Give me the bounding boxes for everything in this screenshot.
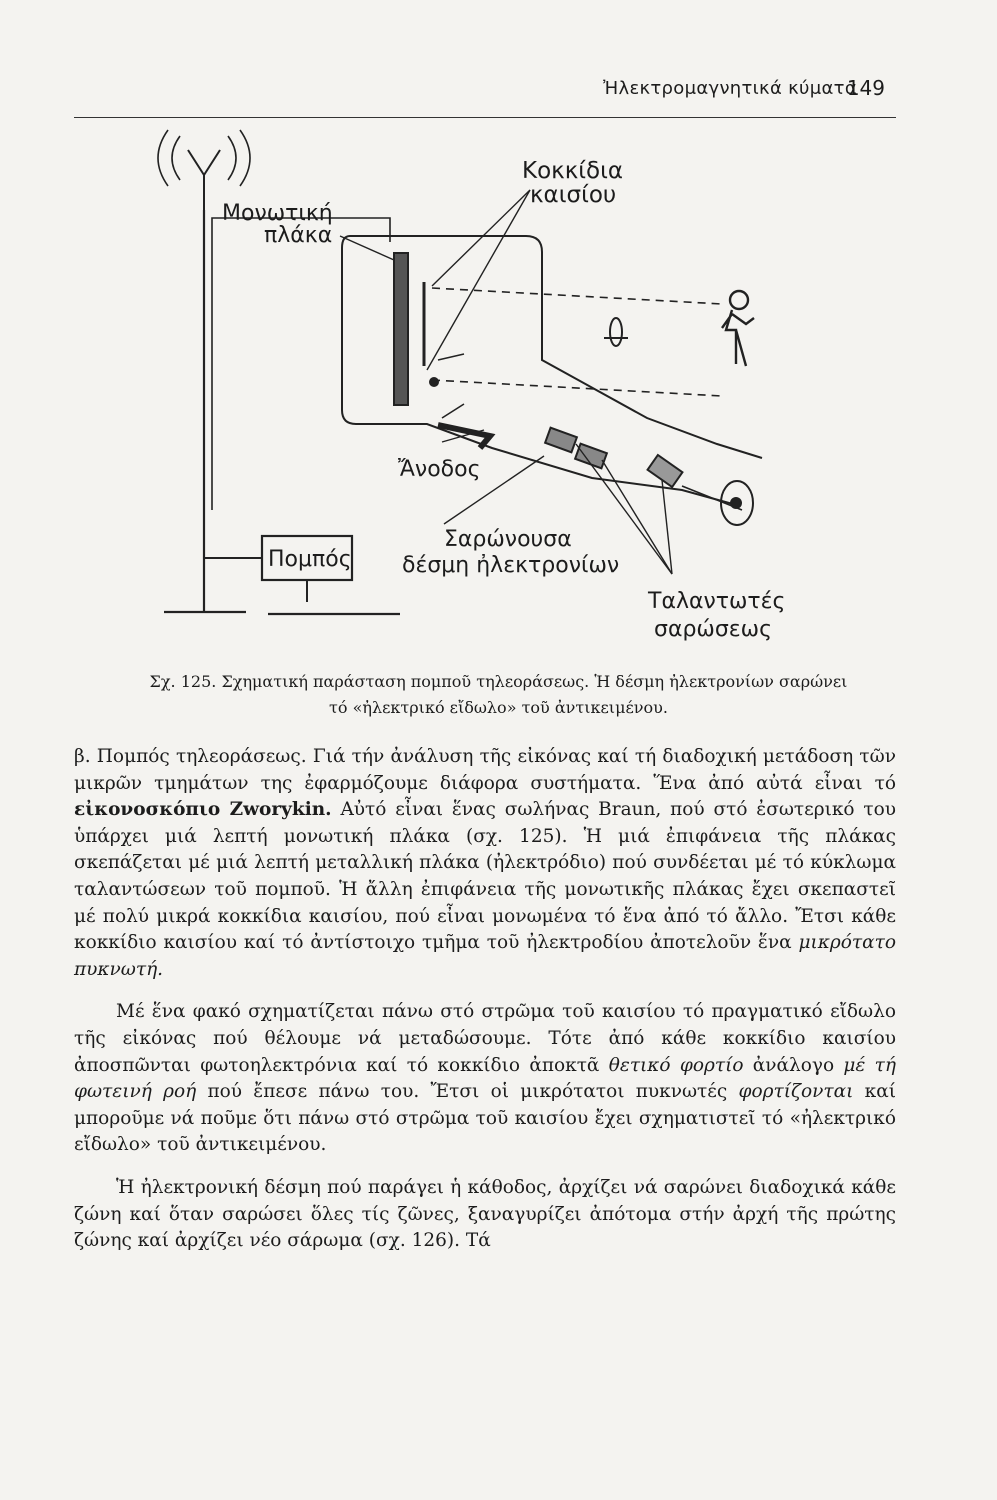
paragraph-gap [74,1159,896,1175]
antenna-waves-right [228,130,250,186]
label-beam-2: δέσμη ἠλεκτρονίων [402,553,620,578]
text-segment: θετικό φορτίο [608,1054,744,1076]
text-segment: φορτίζονται [738,1081,854,1103]
metal-plate [394,253,408,405]
running-title: Ἠλεκτρομαγνητικά κύματα [603,78,857,99]
deflector-3 [648,455,683,487]
antenna-waves-left [158,130,180,186]
label-oscillators-1: Ταλαντωτές [648,589,786,614]
text-segment: Ἡ ἠλεκτρονική δέσμη πού παράγει ἡ κάθοδος, ἀρχίζει νά σαρώνει διαδοχικά κάθε ζώνη καί ὅταν σαρώσει ὅλες τίς ζῶνες, ξαναγυρίζει ἀπότομα στήν ἀρχή τῆς πρώτης ζώνης καί ἀρχίζει νέο σάρωμα (σχ. 126). Τά [74,1176,896,1252]
text-segment: μέ τή φωτεινή ροή [74,1054,896,1103]
caption-line: Σχ. 125. Σχηματική παράσταση πομποῦ τηλεοράσεως. Ἡ δέσμη ἠλεκτρονίων σαρώνει [149,672,848,691]
text-segment: μικρότατο πυκνωτή. [74,932,896,980]
antenna [188,150,220,210]
paragraph [74,1175,896,1255]
label-plate-1: Μονωτική [222,201,333,226]
figure-caption [0,669,997,721]
deflector-1 [545,428,577,453]
text-segment: καί μποροῦμε νά ποῦμε ὅτι πάνω στό στρῶμα τοῦ καισίου ἔχει σχηματιστεῖ τό «ἠλεκτρικό εἴδωλο» τοῦ ἀντικειμένου. [74,1081,896,1156]
label-grains-2: καισίου [530,182,617,208]
person-icon [722,291,754,366]
text-segment: πού ἔπεσε πάνω του. Ἔτσι οἱ μικρότατοι πυκνωτές [196,1081,739,1103]
plate-wire [212,218,390,510]
label-transmitter: Πομπός [268,547,352,572]
paragraph [74,744,896,983]
text-segment: β. Πομπός τηλεοράσεως. Γιά τήν ἀνάλυση τῆς εἰκόνας καί τή διαδοχική μετάδοση τῶν μικρῶν τμημάτων της ἐφαρμόζουμε διάφορα συστήματα. Ἕνα ἀπό αὐτά εἶναι τό [74,746,896,794]
cesium-grain [430,378,438,386]
paragraph [74,999,896,1159]
text-segment: Αὐτό εἶναι ἕνας σωλήνας Braun, πού στό ἐσωτερικό του ὑπάρχει μιά λεπτή μονωτική πλάκα (σχ. 125). Ἡ μιά ἐπιφάνεια τῆς πλάκας σκεπάζεται μέ μιά λεπτή μεταλλική πλάκα (ἠλεκτρόδιο) πού συνδέεται μέ τό κύκλωμα ταλαντώσεων τοῦ πομποῦ. Ἡ ἄλλη ἐπιφάνεια τῆς μονωτικῆς πλάκας ἔχει σκεπαστεῖ μέ πολύ μικρά κοκκίδια καισίου, πού εἶναι μονωμένα τό ἕνα ἀπό τό ἄλλο. Ἔτσι κάθε κοκκίδιο καισίου καί τό ἀντίστοιχο τμῆμα τοῦ ἠλεκτροδίου ἀποτελοῦν ἕνα [74,799,896,954]
text-segment: εἰκονοσκόπιο Zworykin. [74,799,332,821]
page-number: 149 [846,76,885,100]
label-grains-1: Κοκκίδια [522,158,624,184]
anode [438,425,490,448]
paragraph-gap [74,983,896,999]
text-segment: Μέ ἕνα φακό σχηματίζεται πάνω στό στρῶμα τοῦ καισίου τό πραγματικό εἴδωλο τῆς εἰκόνας πού θέλουμε νά μεταδώσουμε. Τότε ἀπό κάθε κοκκίδιο καισίου ἀποσπῶνται φωτοηλεκτρόνια καί τό κοκκίδιο ἀποκτᾶ [74,1001,896,1076]
text-segment: ἀνάλογο [743,1054,844,1076]
label-oscillators-2: σαρώσεως [654,617,773,642]
lens [610,318,622,346]
caption-line: τό «ἠλεκτρικό εἴδωλο» τοῦ ἀντικειμένου. [329,698,668,717]
label-plate-2: πλάκα [264,223,333,248]
label-anode: Ἄνοδος [398,457,481,482]
label-beam-1: Σαρώνουσα [444,527,572,552]
page-header [0,74,997,108]
body-text [74,744,896,1255]
iconoscope-figure [72,118,912,668]
